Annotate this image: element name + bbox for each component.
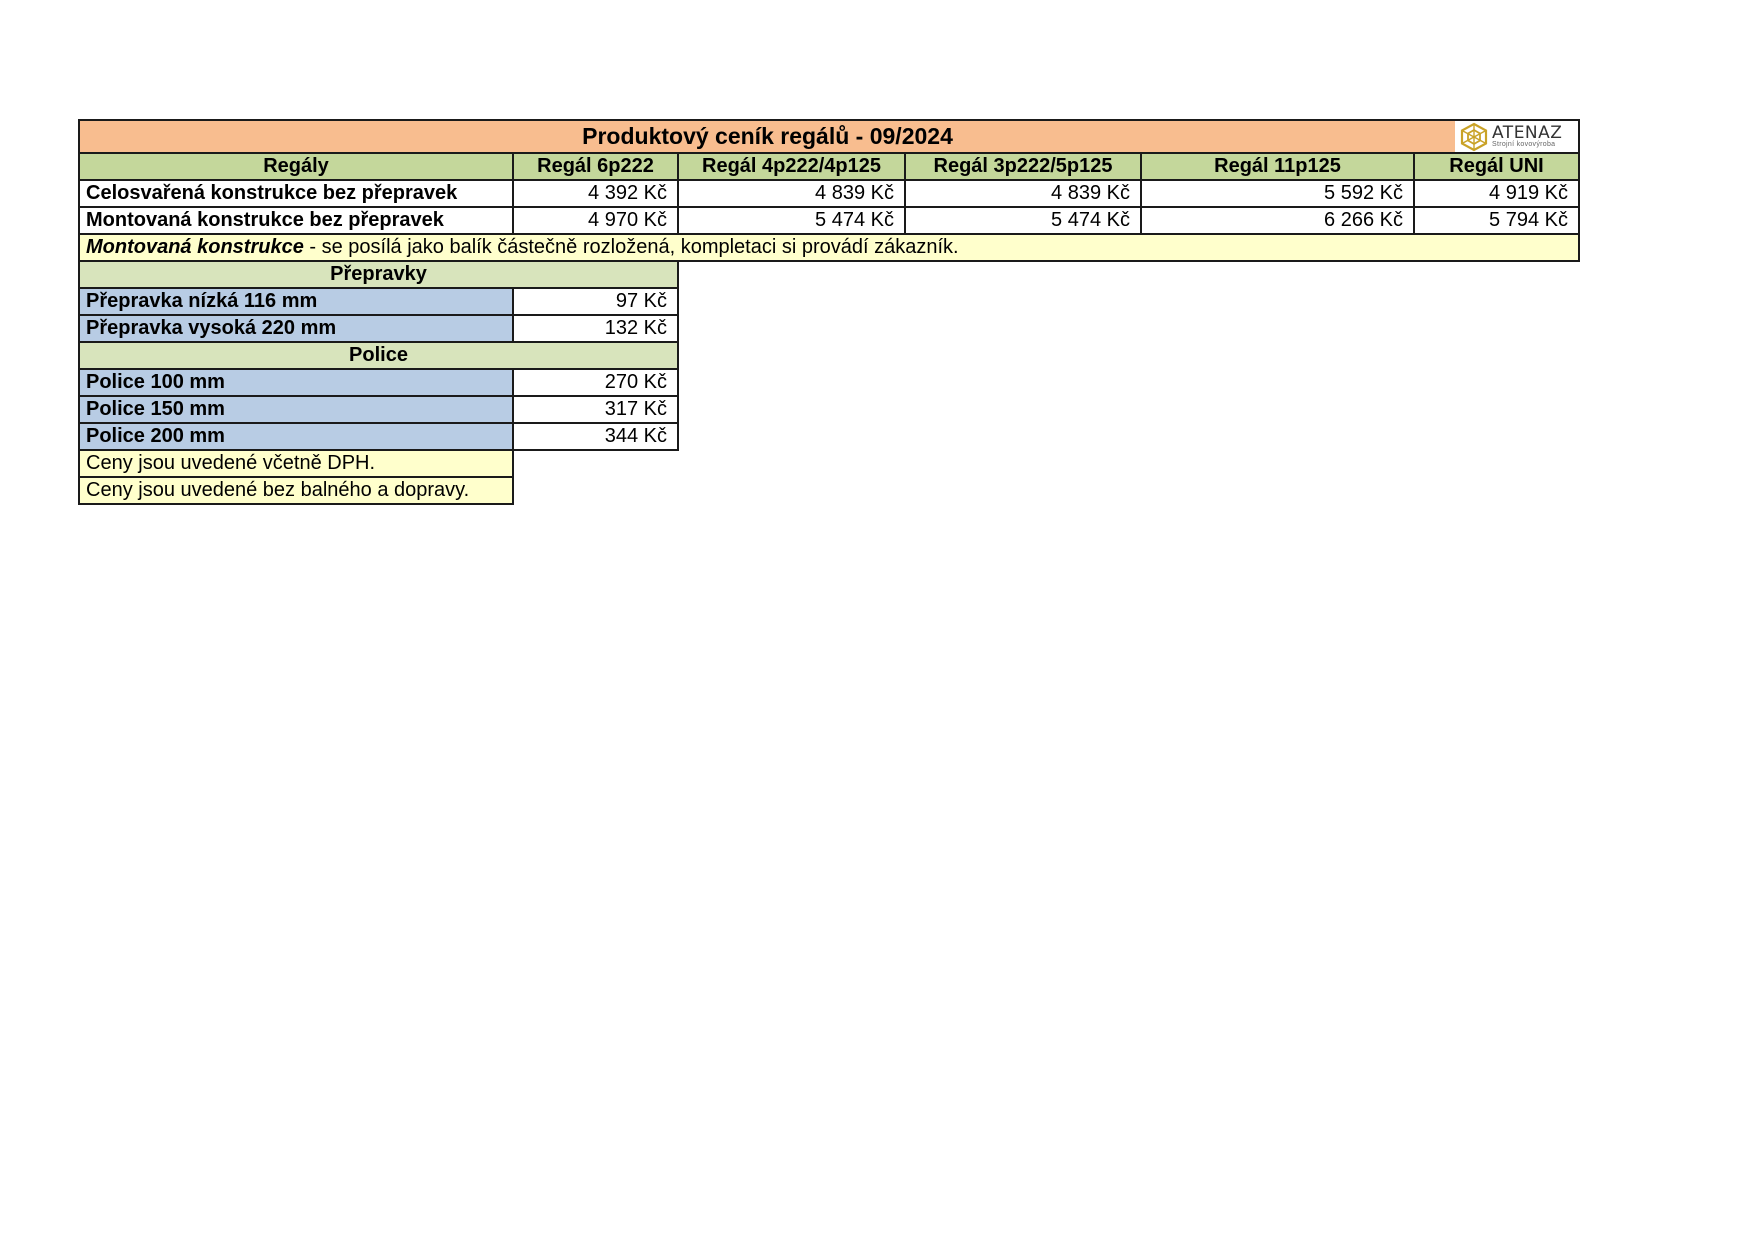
price-cell: 5 474 Kč — [905, 207, 1141, 234]
row-label: Přepravka vysoká 220 mm — [79, 315, 513, 342]
page-title: Produktový ceník regálů - 09/2024 — [79, 120, 1455, 153]
table-row — [79, 288, 1579, 315]
column-header: Regál 4p222/4p125 — [678, 153, 905, 180]
price-list-table — [78, 119, 1580, 505]
table-row — [79, 369, 1579, 396]
price-cell: 5 474 Kč — [678, 207, 905, 234]
price-cell: 4 392 Kč — [513, 180, 678, 207]
row-label: Police 200 mm — [79, 423, 513, 450]
logo-name: ATENAZ — [1492, 122, 1563, 143]
section-header-police: Police — [79, 342, 678, 369]
price-cell: 4 970 Kč — [513, 207, 678, 234]
price-cell: 5 794 Kč — [1414, 207, 1579, 234]
section-header-prepravky: Přepravky — [79, 261, 678, 288]
row-label: Montovaná konstrukce bez přepravek — [79, 207, 513, 234]
note-text: - se posílá jako balík částečně rozložená, kompletaci si provádí zákazník. — [303, 236, 959, 258]
hexagon-logo-icon — [1459, 122, 1489, 152]
table-row — [79, 180, 1579, 207]
price-cell: 132 Kč — [513, 315, 678, 342]
price-cell: 344 Kč — [513, 423, 678, 450]
column-header: Regál 3p222/5p125 — [905, 153, 1141, 180]
row-label: Police 150 mm — [79, 396, 513, 423]
company-logo — [1455, 120, 1579, 153]
table-row — [79, 423, 1579, 450]
price-cell: 5 592 Kč — [1141, 180, 1414, 207]
row-label: Police 100 mm — [79, 369, 513, 396]
price-cell: 270 Kč — [513, 369, 678, 396]
logo-tagline: Strojní kovovýroba — [1492, 140, 1556, 148]
column-header: Regál UNI — [1414, 153, 1579, 180]
table-row — [79, 207, 1579, 234]
price-cell: 317 Kč — [513, 396, 678, 423]
table-row — [79, 315, 1579, 342]
price-cell: 4 919 Kč — [1414, 180, 1579, 207]
table-row — [79, 396, 1579, 423]
column-header: Regál 11p125 — [1141, 153, 1414, 180]
note-bold: Montovaná konstrukce — [86, 236, 304, 258]
header-regaly: Regály — [79, 153, 513, 180]
price-cell: 6 266 Kč — [1141, 207, 1414, 234]
price-cell: 97 Kč — [513, 288, 678, 315]
row-label: Celosvařená konstrukce bez přepravek — [79, 180, 513, 207]
assembly-note — [79, 234, 1579, 261]
footnote-shipping: Ceny jsou uvedené bez balného a dopravy. — [79, 477, 513, 504]
price-cell: 4 839 Kč — [905, 180, 1141, 207]
row-label: Přepravka nízká 116 mm — [79, 288, 513, 315]
column-header: Regál 6p222 — [513, 153, 678, 180]
price-cell: 4 839 Kč — [678, 180, 905, 207]
footnote-vat: Ceny jsou uvedené včetně DPH. — [79, 450, 513, 477]
